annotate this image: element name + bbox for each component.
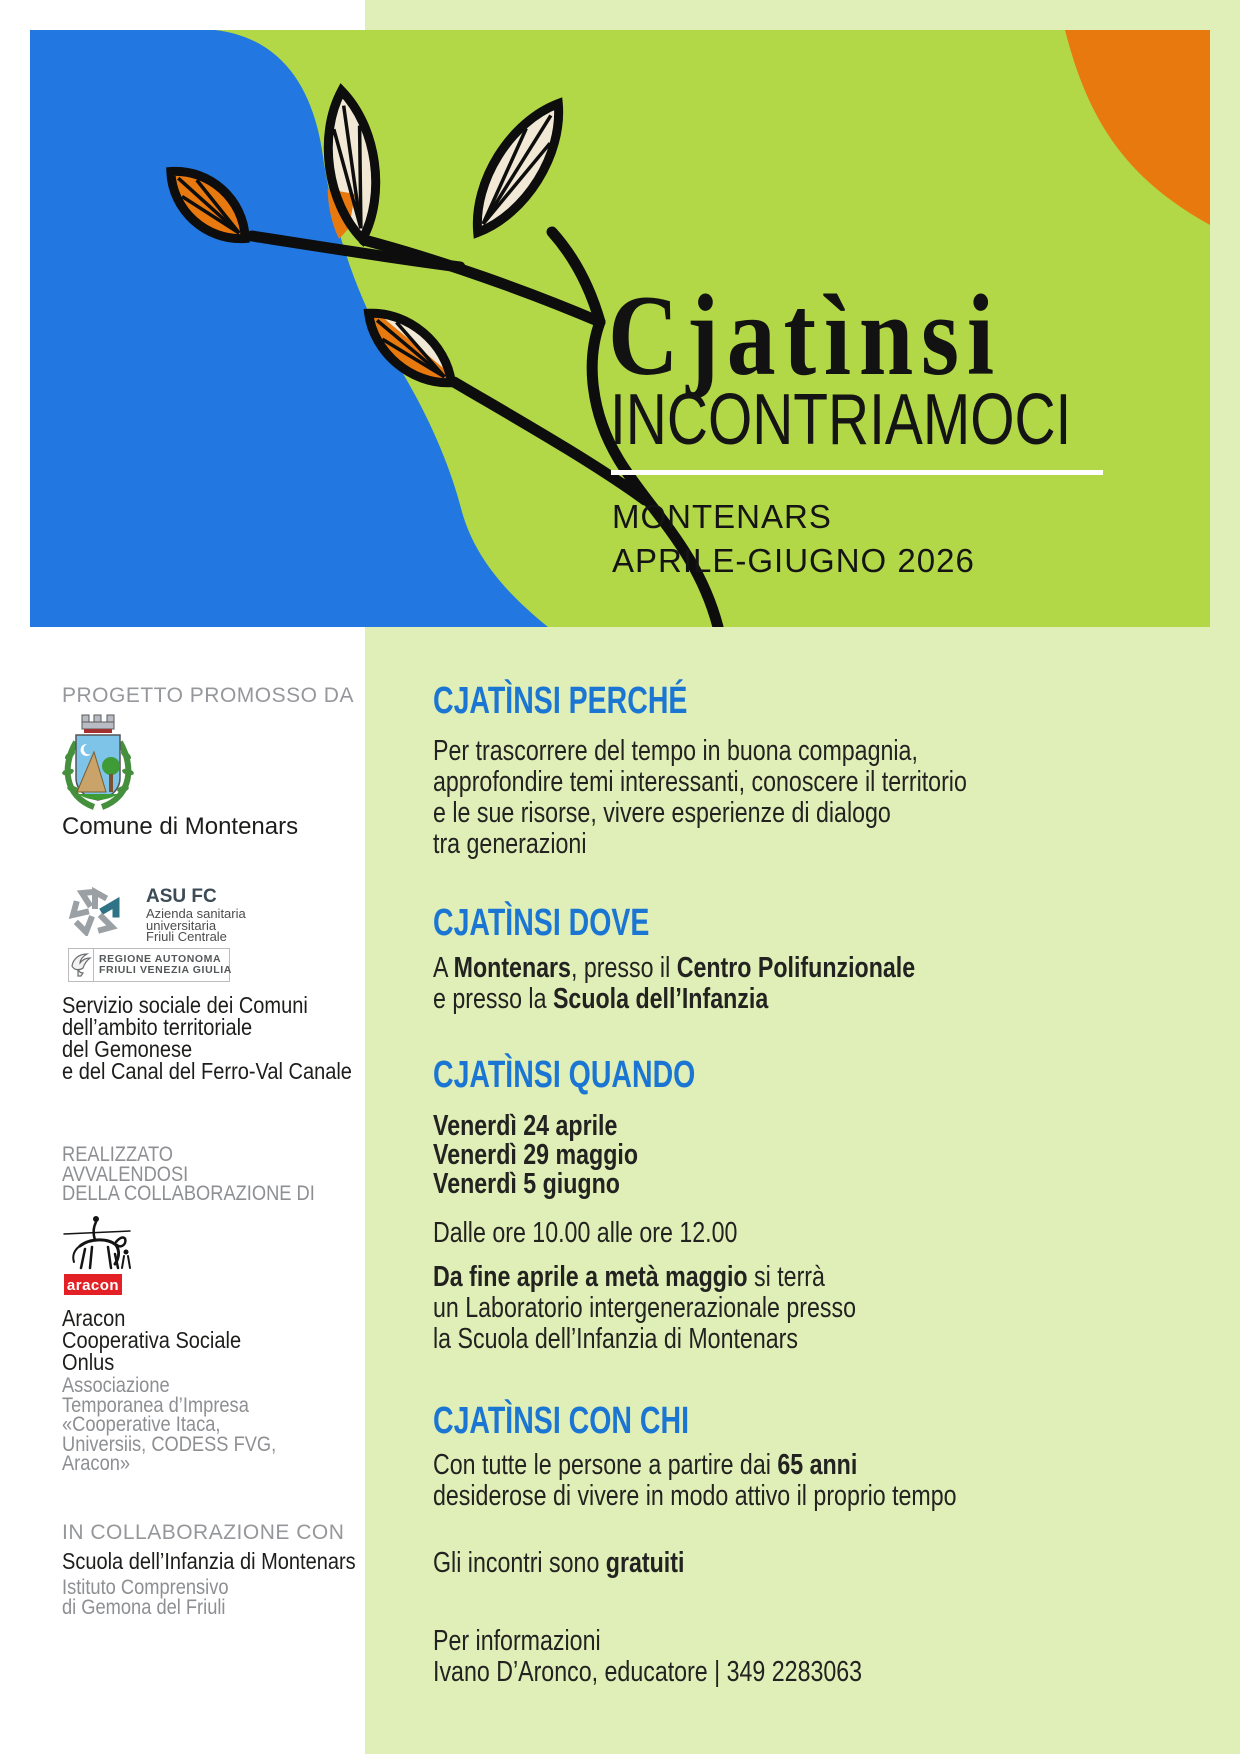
banner-place: MONTENARS (612, 498, 832, 535)
contact-info (433, 1626, 862, 1688)
quando-time: Dalle ore 10.00 alle ore 12.00 (433, 1217, 738, 1249)
section-heading-perche: CJATÌNSI PERCHÉ (433, 680, 688, 722)
istituto-text: Istituto Comprensivo di Gemona del Friuli (62, 1576, 229, 1619)
poster-title: Cjatìnsi (608, 272, 1002, 399)
comune-crest-logo (60, 710, 136, 812)
aracon-logo (62, 1212, 134, 1300)
aracon-name-text: Aracon Cooperativa Sociale Onlus (62, 1305, 242, 1375)
asu-pinwheel-icon (73, 892, 116, 932)
section-body-perche: Per trascorrere del tempo in buona compagnia, approfondire temi interessanti, conoscere il territorio e le sue risorse, vivere esperienze di dialogo tra generazioni (433, 735, 967, 860)
asu-acronym: ASU FC (146, 886, 217, 907)
promoted-by-label: PROGETTO PROMOSSO DA (62, 684, 354, 707)
poster-subtitle: INCONTRIAMOCI (610, 380, 1072, 460)
collaboration-label: IN COLLABORAZIONE CON (62, 1521, 345, 1544)
asu-sublines: Azienda sanitaria universitaria Friuli Centrale (146, 906, 246, 944)
quando-dates: Venerdì 24 aprile Venerdì 29 maggio Venerdì 5 giugno (433, 1110, 639, 1200)
ati-text: Associazione Temporanea d’Impresa «Cooperative Itaca, Universiis, CODESS FVG, Aracon» (62, 1374, 277, 1475)
section-body-conchi: Con tutte le persone a partire dai 65 anni desiderose di vivere in modo attivo il proprio tempo (433, 1449, 957, 1512)
asu-fc-logo (64, 886, 126, 936)
blue-blob-shape (30, 30, 548, 627)
scuola-name: Scuola dell’Infanzia di Montenars (62, 1548, 356, 1574)
banner-period: APRILE-GIUGNO 2026 (612, 542, 975, 579)
regione-label: REGIONE AUTONOMA FRIULI VENEZIA GIULIA (99, 953, 232, 976)
section-heading-conchi: CJATÌNSI CON CHI (433, 1400, 689, 1442)
leaf-cream-large (458, 91, 578, 245)
contact-info-label: Per informazioni (433, 1625, 601, 1657)
realizzato-label: REALIZZATO AVVALENDOSI DELLA COLLABORAZIONE DI (62, 1143, 315, 1205)
title-underline (611, 470, 1103, 475)
header-banner (30, 30, 1210, 627)
quando-lab-text: Da fine aprile a metà maggio si terrà un Laboratorio intergenerazionale presso la Scuola dell’Infanzia di Montenars (433, 1261, 857, 1355)
section-heading-dove: CJATÌNSI DOVE (433, 902, 650, 944)
orange-corner-shape (1065, 30, 1210, 225)
section-heading-quando: CJATÌNSI QUANDO (433, 1054, 696, 1096)
comune-name: Comune di Montenars (62, 813, 299, 840)
free-meetings-line: Gli incontri sono gratuiti (433, 1547, 685, 1579)
aracon-sketch (64, 1216, 130, 1268)
contact-info-details: Ivano D’Aronco, educatore | 349 2283063 (433, 1656, 863, 1688)
regione-fvg-logo (68, 948, 230, 982)
eagle-icon (69, 949, 94, 981)
servizio-sociale-text: Servizio sociale dei Comuni dell’ambito territoriale del Gemonese e del Canal del Ferro-Val Canale (62, 992, 352, 1084)
section-body-dove: A Montenars, presso il Centro Polifunzionale e presso la Scuola dell’Infanzia (433, 952, 916, 1015)
crest-shield (76, 735, 120, 800)
crest-crown (82, 715, 114, 733)
aracon-wordmark: aracon (66, 1277, 120, 1294)
